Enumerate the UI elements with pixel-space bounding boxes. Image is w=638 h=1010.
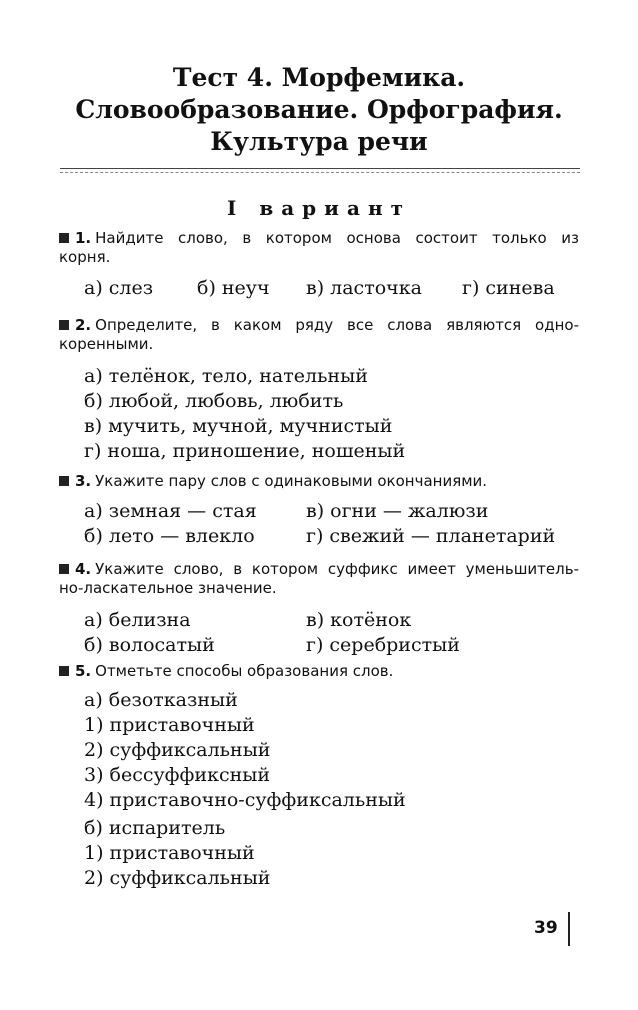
variant-heading: I вариант	[227, 196, 411, 220]
q5-b-option-2: 2) суффиксальный	[84, 867, 271, 889]
title-divider	[60, 168, 580, 169]
question-5-line-1: 5. Отметьте способы образования слов.	[59, 662, 579, 681]
q3-option-a: а) земная — стая	[84, 500, 257, 522]
question-4-line-2: но-ласкательное значение.	[59, 579, 277, 597]
q1-option-a: а) слез	[84, 277, 154, 299]
question-2-line-1: 2. Определите, в каком ряду все слова являются одно-	[59, 316, 579, 335]
q2-option-b: б) любой, любовь, любить	[84, 390, 344, 412]
q2-option-d: г) ноша, приношение, ношеный	[84, 440, 406, 462]
q5-word-a: а) безотказный	[84, 689, 238, 711]
q5-a-option-2: 2) суффиксальный	[84, 739, 271, 761]
q3-option-b: б) лето — влекло	[84, 525, 255, 547]
question-2	[59, 316, 579, 354]
bullet-square-icon	[59, 476, 69, 486]
q1-option-c: в) ласточка	[306, 277, 422, 299]
q4-option-b: б) волосатый	[84, 634, 215, 656]
q4-option-c: в) котёнок	[306, 609, 412, 631]
question-5	[59, 662, 579, 681]
question-4	[59, 560, 579, 598]
page-edge-bar	[568, 912, 570, 946]
q3-option-d: г) свежий — планетарий	[306, 525, 556, 547]
page-number: 39	[534, 918, 558, 938]
bullet-square-icon	[59, 320, 69, 330]
q5-a-option-1: 1) приставочный	[84, 714, 255, 736]
q5-a-option-4: 4) приставочно-суффиксальный	[84, 789, 406, 811]
q2-option-a: а) телёнок, тело, нательный	[84, 365, 368, 387]
bullet-square-icon	[59, 233, 69, 243]
q1-option-b: б) неуч	[197, 277, 270, 299]
q1-option-d: г) синева	[462, 277, 555, 299]
q5-a-option-3: 3) бессуффиксный	[84, 764, 271, 786]
title-divider-dashed	[60, 172, 580, 173]
q2-option-c: в) мучить, мучной, мучнистый	[84, 415, 393, 437]
bullet-square-icon	[59, 666, 69, 676]
title-line-1: Тест 4. Морфемика.	[172, 63, 466, 92]
question-2-line-2: коренными.	[59, 335, 154, 353]
question-1-line-2: корня.	[59, 248, 111, 266]
q5-word-b: б) испаритель	[84, 817, 226, 839]
question-4-line-1: 4. Укажите слово, в котором суффикс имеет уменьшитель-	[59, 560, 579, 579]
q3-option-c: в) огни — жалюзи	[306, 500, 489, 522]
title-line-2: Словообразование. Орфография.	[75, 95, 563, 124]
q4-option-d: г) серебристый	[306, 634, 460, 656]
question-1-line-1: 1. Найдите слово, в котором основа состоит только из	[59, 229, 579, 248]
q5-b-option-1: 1) приставочный	[84, 842, 255, 864]
title-line-3: Культура речи	[210, 127, 428, 156]
question-3-line-1: 3. Укажите пару слов с одинаковыми окончаниями.	[59, 472, 579, 491]
q4-option-a: а) белизна	[84, 609, 191, 631]
bullet-square-icon	[59, 564, 69, 574]
page-title	[0, 62, 638, 158]
question-1	[59, 229, 579, 267]
question-3	[59, 472, 579, 491]
